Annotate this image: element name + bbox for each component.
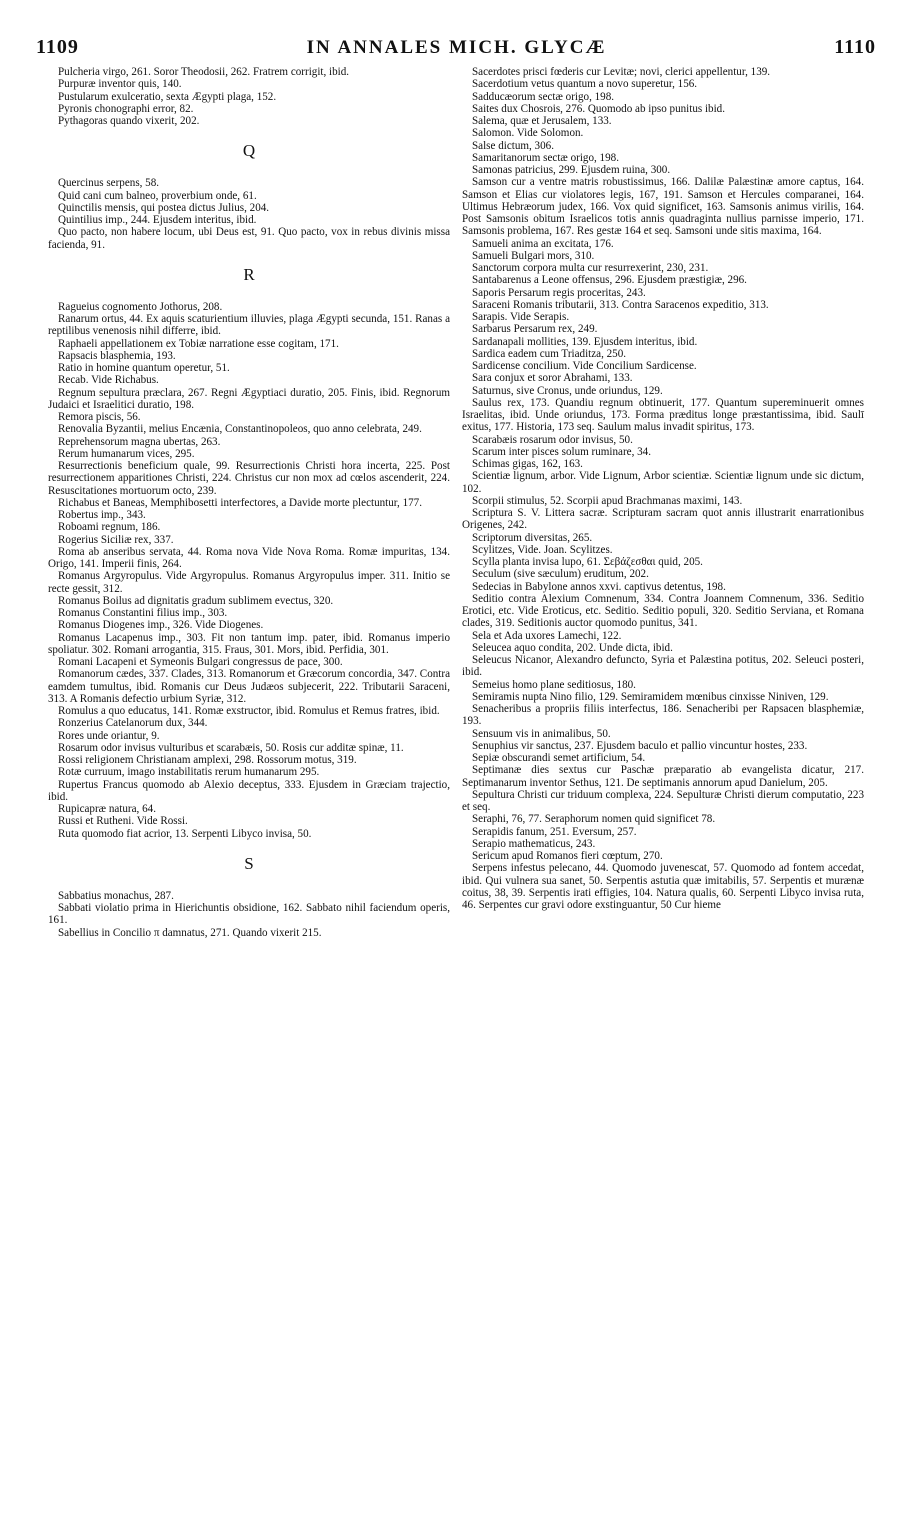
index-entry: Rapsacis blasphemia, 193.	[58, 349, 176, 362]
section-letter: Q	[242, 141, 256, 161]
index-entry: Septimanæ dies sextus cur Paschæ præparatio ab evangelista dicatur, 217. Septimanarum inventor Sethus, 121. De septimanis annorum apud Danielum, 205.	[462, 764, 864, 789]
index-entry: Scylitzes, Vide. Joan. Scylitzes.	[472, 543, 613, 556]
index-entry: Romanus Constantini filius imp., 303.	[58, 607, 228, 619]
index-entry: Russi et Rutheni. Vide Rossi.	[58, 815, 188, 828]
index-entry: Ronzerius Catelanorum dux, 344.	[58, 717, 208, 730]
index-entry: Sepultura Christi cur triduum complexa, 224. Sepulturæ Christi dierum computatio, 223 et seq.	[462, 788, 864, 813]
index-entry: Sabbatius monachus, 287.	[58, 889, 174, 902]
index-entry: Rupertus Francus quomodo ab Alexio deceptus, 333. Ejusdem in Græciam trajectio, ibid.	[48, 778, 450, 803]
index-entry: Quinctilis mensis, qui postea dictus Julius, 204.	[58, 201, 270, 214]
index-entry: Scientiæ lignum, arbor. Vide Lignum, Arbor scientiæ. Scientiæ lignum unde sic dictum, 102.	[462, 470, 864, 495]
index-entry: Richabus et Baneas, Memphibosetti interfectores, a Davide morte plectuntur, 177.	[58, 496, 423, 509]
index-entry: Saporis Persarum regis proceritas, 243.	[472, 286, 646, 299]
index-entry: Sardicense concilium. Vide Concilium Sardicense.	[472, 360, 697, 372]
index-entry: Raphaeli appellationem ex Tobiæ narratione esse cogitam, 171.	[58, 337, 339, 350]
index-entry: Quid cani cum balneo, proverbium onde, 61.	[58, 189, 257, 202]
index-entry: Quercinus serpens, 58.	[58, 177, 160, 190]
index-entry: Semiramis nupta Nino filio, 129. Semiramidem mœnibus cinxisse Niniven, 129.	[472, 690, 829, 703]
index-entry: Saraceni Romanis tributarii, 313. Contra Saracenos expeditio, 313.	[472, 298, 769, 311]
index-entry: Purpuræ inventor quis, 140.	[58, 78, 182, 91]
index-entry: Sardanapali mollities, 139. Ejusdem interitus, ibid.	[472, 335, 698, 348]
index-entry: Ragueius cognomento Jothorus, 208.	[58, 300, 223, 313]
section-letter: S	[244, 853, 254, 873]
index-entry: Romanus Lacapenus imp., 303. Fit non tantum imp. pater, ibid. Romanus imperio spoliatur. 302. Romani arrogantia, 315. Fraus, 301. Mors, ibid. Perfidia, 301.	[48, 631, 450, 656]
index-entry: Sara conjux et soror Abrahami, 133.	[472, 372, 633, 385]
index-entry: Rossi religionem Christianam amplexi, 298. Rossorum motus, 319.	[58, 754, 357, 766]
left-page-number: 1109	[36, 36, 79, 58]
index-entry: Scarum inter pisces solum ruminare, 34.	[472, 445, 652, 458]
index-entry: Pulcheria virgo, 261. Soror Theodosii, 262. Fratrem corrigit, ibid.	[58, 66, 350, 78]
index-entry: Romanorum cædes, 337. Clades, 313. Romanorum et Græcorum concordia, 347. Contra eamdem tumultus, ibid. Romanis cur Deus Judæos subjecerit, 222. Tributarii Saraceni, 313. A Romanis defectio urbium Syriæ, 312.	[48, 668, 450, 705]
index-entry: Samaritanorum sectæ origo, 198.	[472, 151, 619, 164]
index-entry: Regnum sepultura præclara, 267. Regni Ægyptiaci duratio, 205. Finis, ibid. Regnorum Judaici et Israelitici duratio, 198.	[48, 386, 450, 411]
index-entry: Semeius homo plane seditiosus, 180.	[472, 678, 636, 691]
index-entry: Rupicapræ natura, 64.	[58, 803, 156, 815]
index-entry: Sanctorum corpora multa cur resurrexerint, 230, 231.	[472, 262, 709, 274]
index-entry: Saulus rex, 173. Quandiu regnum obtinuerit, 177. Quantum supereminuerit omnes Israelitas, ibid. Unde oriundus, 173. Forma præditus longe præstantissima, ibid. Saulī exitus, 177. Historia, 173 seq. Saulum malus invadit spiritus, 173.	[462, 396, 864, 434]
index-entry: Seculum (sive sæculum) eruditum, 202.	[472, 568, 649, 581]
index-entry: Salema, quæ et Jerusalem, 133.	[472, 115, 612, 127]
index-entry: Quintilius imp., 244. Ejusdem interitus, ibid.	[58, 214, 257, 226]
index-entry: Seditio contra Alexium Comnenum, 334. Contra Joannem Comnenum, 336. Seditio Erotici, etc. Vide Eroticus, etc. Seditio. Seditio populi, 320. Seditio Serviana, et Romana clades, 319. Seditionis auctor quomodo punitus, 341.	[462, 592, 864, 630]
index-entry: Scriptorum diversitas, 265.	[472, 531, 593, 544]
index-entry: Sericum apud Romanos fieri cœptum, 270.	[472, 850, 663, 862]
right-column	[462, 66, 864, 911]
index-entry: Rerum humanarum vices, 295.	[58, 447, 195, 460]
index-entry: Quo pacto, non habere locum, ubi Deus est, 91. Quo pacto, vox in rebus divinis missa facienda, 91.	[48, 226, 450, 251]
index-entry: Sarbarus Persarum rex, 249.	[472, 323, 598, 336]
index-entry: Saites dux Chosrois, 276. Quomodo ab ipso punitus ibid.	[472, 102, 726, 115]
index-entry: Scorpii stimulus, 52. Scorpii apud Brachmanas maximi, 143.	[472, 494, 743, 507]
index-entry: Samueli anima an excitata, 176.	[472, 237, 614, 250]
index-entry: Santabarenus a Leone offensus, 296. Ejusdem præstigiæ, 296.	[472, 274, 747, 287]
index-entry: Samonas patricius, 299. Ejusdem ruina, 300.	[472, 164, 671, 176]
index-entry: Pythagoras quando vixerit, 202.	[58, 115, 200, 127]
index-entry: Rotæ curruum, imago instabilitatis rerum humanarum 295.	[58, 766, 320, 779]
index-entry: Ratio in homine quantum operetur, 51.	[58, 362, 230, 374]
index-entry: Sedecias in Babylone annos xxvi. captivus detentus, 198.	[472, 580, 726, 593]
index-entry: Sacerdotes prisci fœderis cur Levitæ; novi, clerici appellentur, 139.	[472, 66, 771, 78]
index-entry: Sepiæ obscurandi semet artificium, 54.	[472, 752, 646, 764]
index-entry: Sensuum vis in animalibus, 50.	[472, 727, 611, 740]
section-letter: R	[243, 264, 255, 284]
index-entry: Serapio mathematicus, 243.	[472, 837, 596, 850]
index-entry: Samson cur a ventre matris robustissimus, 166. Dalilæ Palæstinæ amore captus, 164. Samson et Elias cur violatores legis, 167, 191. Samson et Hercules comparanei, 164. Ultimus Hebræorum judex, 166. Vox quid significet, 163. Samsonis animus virilis, 164. Post Samsonis obitum Israelicos totis annis quadraginta nullius parnisse imperio, 171. Samsonis problema, 167. Res gestæ 164 et seq. Samsoni unde sitis maxima, 164.	[462, 176, 864, 238]
index-entry: Serapidis fanum, 251. Eversum, 257.	[472, 825, 637, 838]
index-entry: Romanus Diogenes imp., 326. Vide Diogenes.	[58, 619, 264, 632]
index-entry: Sabellius in Concilio π damnatus, 271. Quando vixerit 215.	[58, 926, 322, 939]
index-entry: Romani Lacapeni et Symeonis Bulgari congressus de pace, 300.	[58, 656, 343, 668]
index-entry: Sadducæorum sectæ origo, 198.	[472, 90, 615, 103]
index-entry: Senacheribus a propriis filiis interfectus, 186. Senacheribi per Rapsacen blasphemiæ, 193.	[462, 703, 864, 728]
index-entry: Samueli Bulgari mors, 310.	[472, 249, 595, 262]
index-entry: Salomon. Vide Solomon.	[472, 127, 584, 140]
index-entry: Schimas gigas, 162, 163.	[472, 458, 583, 470]
index-entry: Resurrectionis beneficium quale, 99. Resurrectionis Christi hora incerta, 225. Post resurrectionem apparitiones Christi, 224. Christus cur non mox ad cœlos ascenderit, 224. Resuscitationes mortuorum octo, 239.	[48, 460, 450, 497]
index-entry: Pyronis chonographi error, 82.	[58, 102, 194, 115]
index-entry: Robertus imp., 343.	[58, 509, 146, 521]
page-header	[36, 36, 876, 64]
index-entry: Sabbati violatio prima in Hierichuntis obsidione, 162. Sabbato nihil faciendum operis, 161.	[48, 902, 450, 927]
index-entry: Sacerdotium vetus quantum a novo superetur, 156.	[472, 78, 698, 91]
index-entry: Recab. Vide Richabus.	[58, 374, 159, 387]
index-entry: Pustularum exulceratio, sexta Ægypti plaga, 152.	[58, 90, 277, 103]
index-entry: Ranarum ortus, 44. Ex aquis scaturientium illuvies, plaga Ægypti secunda, 151. Ranas a reptilibus venenosis nihil differre, ibid.	[48, 313, 450, 338]
index-entry: Rosarum odor invisus vulturibus et scarabæis, 50. Rosis cur additæ spinæ, 11.	[58, 741, 404, 754]
index-entry: Sardica eadem cum Triaditza, 250.	[472, 347, 627, 360]
index-entry: Ruta quomodo fiat acrior, 13. Serpenti Libyco invisa, 50.	[58, 827, 312, 840]
index-entry: Saturnus, sive Cronus, unde oriundus, 129.	[472, 384, 663, 397]
left-column	[48, 66, 450, 939]
index-entry: Serpens infestus pelecano, 44. Quomodo juvenescat, 57. Quomodo ad fontem accedat, ibid. Qui vulnera sua sanet, 50. Serpentis astutia quæ imitabilis, 57. Serpentis et murænæ coitus, 38, 39. Serpentis irati effigies, 104. Natura qualis, 60. Serpenti Libyco invisa ruta, 46. Serpentes cur gravi odore exstinguantur, 50 Cur hieme	[462, 862, 864, 911]
running-title: IN ANNALES MICH. GLYCÆ	[306, 37, 607, 58]
index-entry: Rores unde oriantur, 9.	[58, 729, 160, 742]
index-entry: Senuphius vir sanctus, 237. Ejusdem baculo et pallio vincuntur hostes, 233.	[472, 739, 808, 752]
index-entry: Remora piscis, 56.	[58, 411, 141, 423]
index-entry: Sela et Ada uxores Lamechi, 122.	[472, 629, 622, 642]
index-entry: Seleucea aquo condita, 202. Unde dicta, ibid.	[472, 641, 673, 654]
index-entry: Scarabæis rosarum odor invisus, 50.	[472, 433, 633, 446]
index-entry: Seleucus Nicanor, Alexandro defuncto, Syria et Palæstina potitus, 202. Seleuci posteri, ibid.	[462, 654, 864, 679]
index-entry: Renovalia Byzantii, melius Encænia, Constantinopoleos, quo anno celebrata, 249.	[58, 423, 422, 436]
index-entry: Sarapis. Vide Serapis.	[472, 311, 570, 323]
index-entry: Romanus Boilus ad dignitatis gradum sublimem evectus, 320.	[58, 594, 334, 607]
index-entry: Rogerius Siciliæ rex, 337.	[58, 533, 174, 546]
index-entry: Seraphi, 76, 77. Seraphorum nomen quid significet 78.	[472, 813, 716, 826]
index-entry: Scylla planta invisa lupo, 61. Σεβάζεσθαι quid, 205.	[472, 556, 703, 568]
index-entry: Salse dictum, 306.	[472, 139, 554, 152]
index-entry: Scriptura S. V. Littera sacræ. Scripturam sacram quot annis illustrarit enarrationibus Origenes, 242.	[462, 507, 864, 532]
index-entry: Roboami regnum, 186.	[58, 521, 161, 534]
right-page-number: 1110	[834, 36, 876, 58]
index-entry: Roma ab anseribus servata, 44. Roma nova Vide Nova Roma. Romæ impuritas, 134. Origo, 141. Imperii finis, 264.	[48, 545, 450, 570]
index-entry: Romanus Argyropulus. Vide Argyropulus. Romanus Argyropulus imper. 311. Initio se recte gessit, 312.	[48, 570, 450, 595]
index-entry: Romulus a quo educatus, 141. Romæ exstructor, ibid. Romulus et Remus fratres, ibid.	[58, 705, 440, 717]
index-entry: Reprehensorum magna ubertas, 263.	[58, 435, 221, 448]
